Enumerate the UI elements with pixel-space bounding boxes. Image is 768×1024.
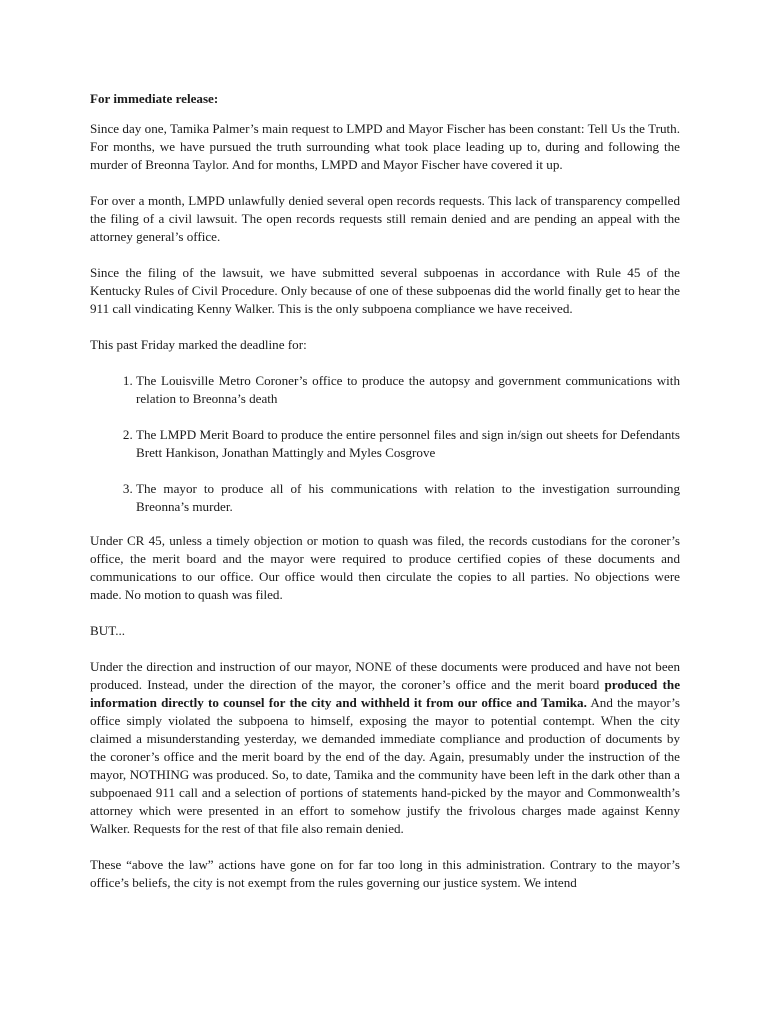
list-item-merit-board: 2. The LMPD Merit Board to produce the entire personnel files and sign in/sign out sheets for Defendants Brett Hankison, Jonathan Mattingly and Myles Cosgrove xyxy=(136,426,680,462)
paragraph-deadline: This past Friday marked the deadline for: xyxy=(90,337,307,352)
paragraph-above-the-law: These “above the law” actions have gone on for far too long in this administration. Contrary to the mayor’s office’s beliefs, the city is not exempt from the rules governing our justice system. We intend xyxy=(90,857,680,890)
press-release-page xyxy=(90,90,680,910)
paragraph-cr45: Under CR 45, unless a timely objection or motion to quash was filed, the records custodians for the coroner’s office, the merit board and the mayor were required to produce certified copies of these documents and communications to our office. Our office would then circulate the copies to all parties. No objections were made. No motion to quash was filed. xyxy=(90,533,680,602)
paragraph-intro: Since day one, Tamika Palmer’s main request to LMPD and Mayor Fischer has been constant: Tell Us the Truth. For months, we have pursued the truth surrounding what took place leading up to, during and following the murder of Breonna Taylor. And for months, LMPD and Mayor Fischer have covered it up. xyxy=(90,121,680,172)
deadline-list xyxy=(90,372,680,516)
list-item-coroner: 1. The Louisville Metro Coroner’s office to produce the autopsy and government communications with relation to Breonna’s death xyxy=(136,372,680,408)
paragraph-direction-bold: produced the information directly to counsel for the city and withheld it from our office and Tamika. xyxy=(90,677,681,710)
paragraph-subpoenas: Since the filing of the lawsuit, we have submitted several subpoenas in accordance with Rule 45 of the Kentucky Rules of Civil Procedure. Only because of one of these subpoenas did the world finally get to hear the 911 call vindicating Kenny Walker. This is the only subpoena compliance we have received. xyxy=(90,265,680,316)
release-heading: For immediate release: xyxy=(90,91,219,106)
list-item-mayor: 3. The mayor to produce all of his communications with relation to the investigation surrounding Breonna’s murder. xyxy=(136,480,680,516)
paragraph-but: BUT... xyxy=(90,623,126,638)
paragraph-direction-part1: Under the direction and instruction of our mayor, NONE of these documents were produced and have not been produced. Instead, under the direction of the mayor, the coroner’s office and the merit board xyxy=(90,659,680,692)
paragraph-open-records: For over a month, LMPD unlawfully denied several open records requests. This lack of transparency compelled the filing of a civil lawsuit. The open records requests still remain denied and are pending an appeal with the attorney general’s office. xyxy=(90,193,680,244)
paragraph-direction-part2: And the mayor’s office simply violated the subpoena to himself, exposing the mayor to potential contempt. When the city claimed a misunderstanding yesterday, we demanded immediate compliance and production of documents by the coroner’s office and the merit board by the end of the day. Again, presumably under the instruction of the mayor, NOTHING was produced. So, to date, Tamika and the community have been left in the dark other than a subpoenaed 911 call and a selection of portions of statements hand-picked by the mayor and Commonwealth’s attorney which were presented in an effort to somehow justify the frivolous charges made against Kenny Walker. Requests for the rest of that file also remain denied. xyxy=(90,695,680,836)
paragraph-direction xyxy=(90,658,680,838)
